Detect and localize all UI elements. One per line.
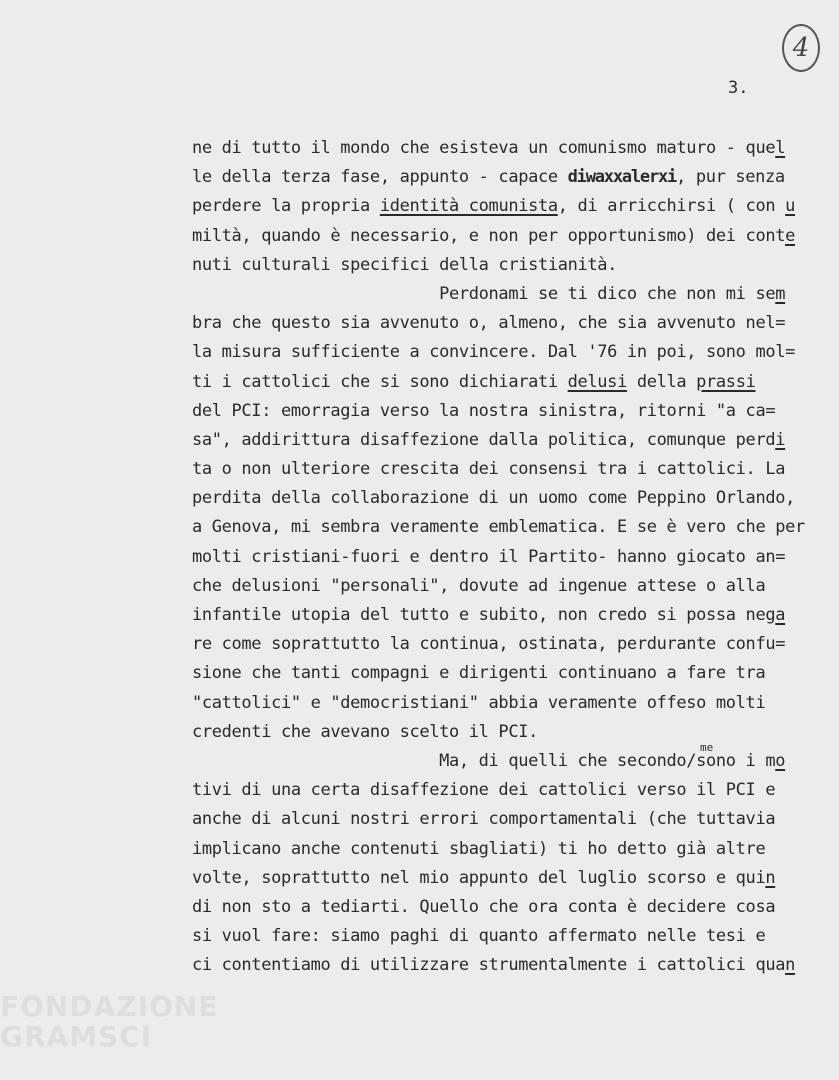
line-text: le della terza fase, appunto - capace xyxy=(192,167,568,188)
text-line xyxy=(192,484,812,513)
text-line xyxy=(192,455,812,484)
text-line xyxy=(192,659,812,688)
line-text: sa", addirittura disaffezione dalla politica, comunque perd xyxy=(192,429,776,450)
text-line xyxy=(192,747,812,776)
underlined-text: u xyxy=(785,196,796,217)
text-line xyxy=(192,309,812,338)
line-text: del PCI: emorragia verso la nostra sinistra, ritorni "a ca= xyxy=(192,400,776,421)
text-line xyxy=(192,163,812,192)
text-line xyxy=(192,805,812,834)
watermark-line: GRAMSCI xyxy=(0,1020,153,1053)
underlined-text: n xyxy=(785,955,795,976)
letter-body xyxy=(192,134,812,980)
underlined-text: identità comunista xyxy=(379,196,558,217)
text-line xyxy=(192,689,812,718)
line-text: implicano anche contenuti sbagliati) ti ho detto già altre xyxy=(192,838,766,859)
text-line xyxy=(192,776,812,805)
line-text: "cattolici" e "democristiani" abbia veramente offeso molti xyxy=(192,692,766,713)
handwritten-insert: me xyxy=(700,741,714,754)
struck-out-text: diwaxxalerxi xyxy=(567,167,677,188)
line-text: la misura sufficiente a convincere. Dal '76 in poi, sono mol= xyxy=(192,342,795,363)
text-line xyxy=(192,864,812,893)
text-line xyxy=(192,513,812,542)
line-text: di non sto a tediarti. Quello che ora conta è decidere cosa xyxy=(192,896,776,917)
text-line xyxy=(192,718,812,747)
text-line xyxy=(192,630,812,659)
line-text: anche di alcuni nostri errori comportamentali (che tuttavia xyxy=(192,809,776,830)
line-text: ci contentiamo di utilizzare strumentalmente i cattolici qua xyxy=(192,955,786,976)
line-text: re come soprattutto la continua, ostinata, perdurante confu= xyxy=(192,634,786,655)
line-text: miltà, quando è necessario, e non per opportunismo) dei cont xyxy=(192,225,786,246)
archive-page-mark: 4 xyxy=(782,24,820,72)
text-line xyxy=(192,338,812,367)
line-text: molti cristiani-fuori e dentro il Partito- hanno giocato an= xyxy=(192,546,786,567)
line-text: Ma, di quelli che secondo/sono i m xyxy=(192,750,776,771)
line-text: bra che questo sia avvenuto o, almeno, che sia avvenuto nel= xyxy=(192,313,786,334)
watermark-line: FONDAZIONE xyxy=(0,990,219,1023)
underlined-text: a xyxy=(775,605,786,625)
text-line xyxy=(192,835,812,864)
text-line xyxy=(192,601,812,630)
line-text: si vuol fare: siamo paghi di quanto affermato nelle tesi e xyxy=(192,926,766,947)
text-line xyxy=(192,397,812,426)
underlined-text: delusi xyxy=(567,371,627,392)
line-text: tivi di una certa disaffezione dei cattolici verso il PCI e xyxy=(192,780,776,801)
line-text: volte, soprattutto nel mio appunto del luglio scorso e qui xyxy=(192,867,766,888)
page-number: 3. xyxy=(728,78,749,98)
underlined-text: l xyxy=(775,138,786,158)
line-text: sione che tanti compagni e dirigenti continuano a fare tra xyxy=(192,663,766,684)
text-line xyxy=(192,426,812,455)
line-text: ti i cattolici che si sono dichiarati xyxy=(192,371,568,392)
line-text: a Genova, mi sembra veramente emblematica. E se è vero che per xyxy=(192,517,805,538)
text-line xyxy=(192,251,812,280)
line-text: ne di tutto il mondo che esisteva un comunismo maturo - que xyxy=(192,138,776,158)
line-text: perdita della collaborazione di un uomo come Peppino Orlando, xyxy=(192,488,795,509)
underlined-text: i xyxy=(775,429,786,450)
underlined-text: n xyxy=(765,867,776,888)
line-text: , pur senza xyxy=(676,167,785,188)
line-text: infantile utopia del tutto e subito, non credo si possa neg xyxy=(192,605,776,625)
line-text: che delusioni "personali", dovute ad ingenue attese o alla xyxy=(192,575,766,596)
text-line xyxy=(192,543,812,572)
text-line xyxy=(192,134,812,163)
text-line xyxy=(192,951,812,980)
underlined-text: prassi xyxy=(696,371,756,392)
text-line xyxy=(192,280,812,309)
text-line xyxy=(192,222,812,251)
line-text: credenti che avevano scelto il PCI. xyxy=(192,721,538,742)
fondazione-gramsci-watermark xyxy=(0,992,218,1052)
line-text: perdere la propria xyxy=(192,196,380,217)
text-line xyxy=(192,572,812,601)
text-line xyxy=(192,368,812,397)
text-line xyxy=(192,893,812,922)
underlined-text: e xyxy=(785,225,795,246)
line-text: Perdonami se ti dico che non mi se xyxy=(192,283,776,304)
line-text: , di arricchirsi ( con xyxy=(557,196,786,217)
text-line xyxy=(192,922,812,951)
line-text: nuti culturali specifici della cristianità. xyxy=(192,254,618,275)
line-text: ta o non ulteriore crescita dei consensi tra i cattolici. La xyxy=(192,459,786,480)
line-text: della xyxy=(626,371,697,392)
underlined-text: o xyxy=(775,750,786,771)
text-line xyxy=(192,192,812,221)
underlined-text: m xyxy=(775,283,786,304)
